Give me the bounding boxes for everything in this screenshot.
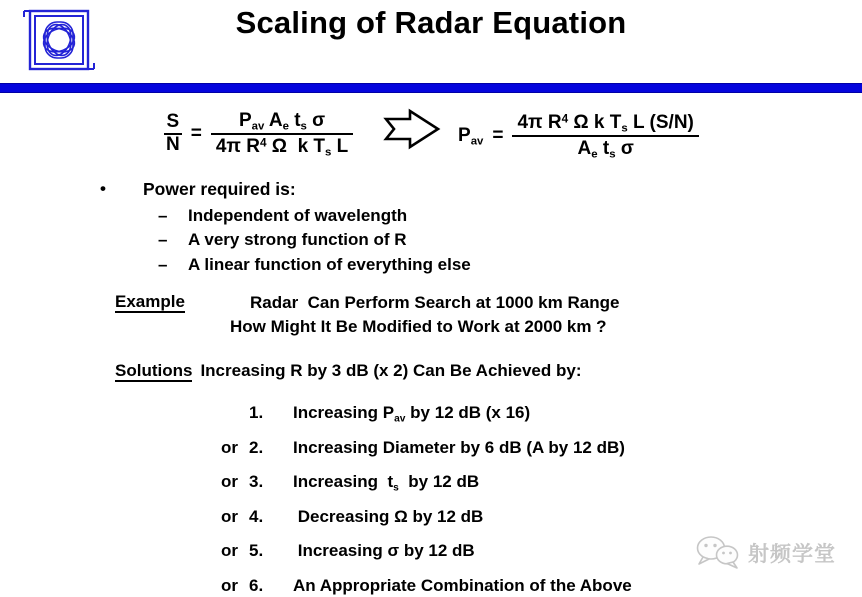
snr-equation	[164, 110, 353, 157]
wechat-icon	[694, 534, 742, 572]
numerator: 4π $R^4$ Ω k $T_s$ L (S/N)	[517, 112, 694, 135]
dash-icon: –	[158, 230, 168, 250]
dash-icon: –	[158, 206, 168, 225]
sn-fraction: S N	[166, 111, 180, 155]
example-line1: Radar Can Perform Search at 1000 km Range	[250, 293, 620, 312]
page-title: Scaling of Radar Equation	[235, 5, 627, 40]
fraction-bar	[512, 135, 698, 137]
bullet-power-required	[100, 179, 296, 200]
numerator: $P_{av}$ $A_e$ $t_s$ σ	[238, 110, 326, 133]
solution-item-2: or 2. Increasing Diameter by 6 dB (A by 12 dB)	[221, 437, 625, 457]
equals-sign: =	[190, 122, 202, 144]
solution-item-3: or 3. Increasing $t_s$ by 12 dB	[221, 472, 480, 494]
watermark-text: 射频学堂	[748, 543, 836, 566]
denominator: 4π $R^4$ Ω k $T_s$ L	[215, 136, 349, 159]
solution-item-1: 1. Increasing $P_{av}$ by 12 dB (x 16)	[249, 403, 531, 425]
list-item: – Independent of wavelength	[158, 204, 471, 228]
solutions-intro	[115, 361, 581, 382]
solutions-intro-text: Increasing R by 3 dB (x 2) Can Be Achieved by:	[200, 361, 582, 380]
pav-rhs-fraction	[512, 112, 698, 159]
equals-sign: =	[492, 124, 504, 146]
list-item: – A very strong function of R	[158, 228, 471, 252]
fraction-bar	[211, 133, 353, 135]
block-arrow-right-icon	[383, 108, 441, 150]
pav-symbol: $P_{av}$	[458, 124, 484, 148]
bullet-text: Power required is:	[143, 179, 296, 199]
solutions-label: Solutions	[115, 361, 193, 380]
snr-rhs-fraction	[211, 110, 353, 157]
solution-item-4: or 4. Decreasing Ω by 12 dB	[221, 506, 484, 526]
bullet-sub-list	[158, 204, 471, 277]
example-label: Example	[115, 292, 185, 311]
title-divider	[0, 83, 862, 93]
solution-item-5: or 5. Increasing σ by 12 dB	[221, 541, 475, 560]
denominator: $A_e$ $t_s$ σ	[577, 138, 634, 161]
solution-item-6: or 6. An Appropriate Combination of the Above	[221, 575, 632, 595]
example-line2: How Might It Be Modified to Work at 2000 km ?	[230, 317, 607, 336]
pav-equation	[458, 112, 699, 159]
bullet-icon: •	[100, 179, 106, 198]
dash-icon: –	[158, 254, 168, 274]
solutions-list	[221, 403, 632, 597]
list-item: – A linear function of everything else	[158, 253, 471, 277]
watermark	[694, 534, 836, 572]
